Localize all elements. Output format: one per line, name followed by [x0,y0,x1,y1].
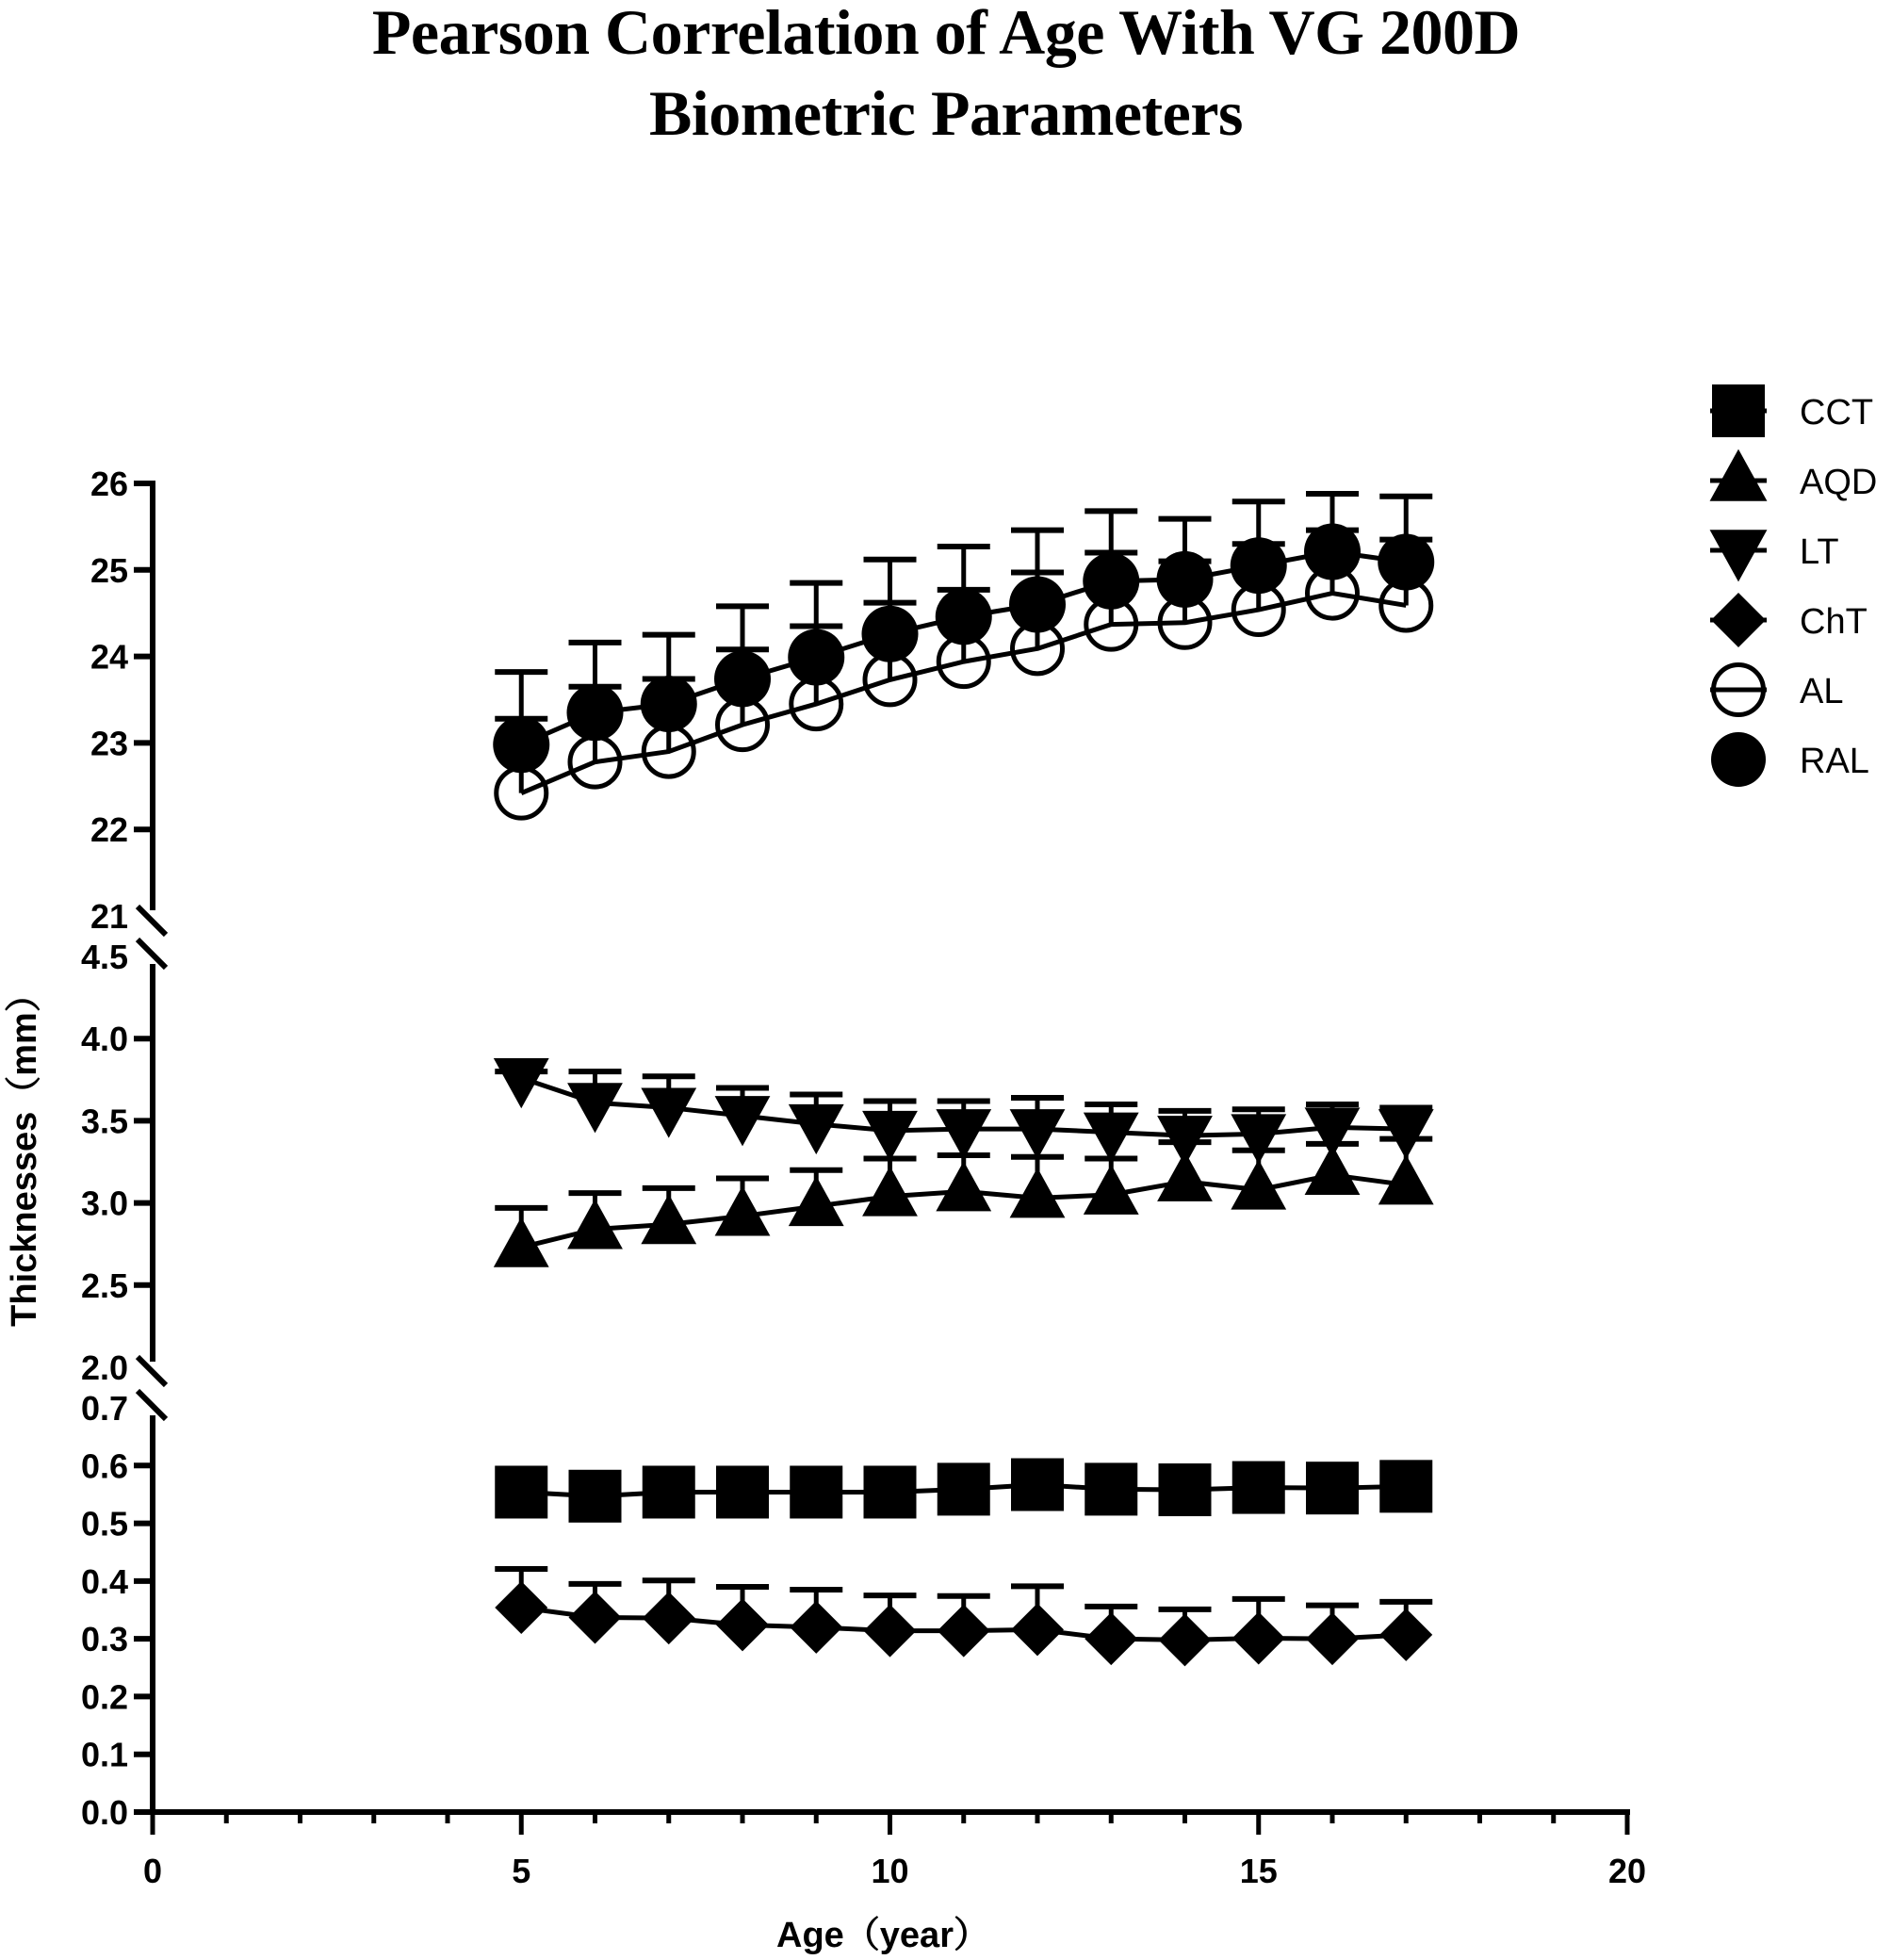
triangle-up-marker-icon [567,1199,623,1249]
y-tick-label: 4.5 [80,938,128,976]
x-tick-label: 5 [512,1852,531,1890]
y-tick-label: 0.6 [80,1446,128,1486]
square-marker-icon [790,1465,842,1518]
x-tick-label: 0 [142,1852,163,1890]
diamond-marker-icon [716,1598,769,1651]
legend [1710,384,1878,787]
y-tick-label: 23 [90,724,128,763]
x-tick-label: 20 [1607,1852,1647,1890]
y-axis-segment-middle [81,938,153,1387]
y-tick-label: 0.4 [80,1561,128,1601]
circle-filled-marker-icon [714,650,771,707]
y-axis-segment-lower [81,1389,153,1832]
y-tick-label: 4.0 [80,1020,128,1059]
triangle-up-marker-icon [715,1185,771,1235]
series-ral [493,494,1434,773]
circle-filled-marker-icon [1378,534,1434,591]
triangle-up-marker-icon [789,1176,844,1226]
circle-filled-marker-icon [1009,577,1066,633]
chart-title-line-1: Pearson Correlation of Age With VG 200D [371,0,1521,68]
x-axis-label: Age（year） [776,1916,989,1955]
triangle-down-marker-icon [1378,1109,1434,1159]
y-tick-label: 22 [90,810,128,850]
y-tick-label: 21 [90,897,128,936]
circle-filled-marker-icon [567,684,624,741]
chart-title-line-2: Biometric Parameters [649,77,1243,149]
y-tick-label: 26 [90,465,128,503]
circle-filled-marker-icon [1083,553,1139,610]
x-axis [134,1812,1646,1890]
square-marker-icon [1232,1462,1285,1514]
diamond-marker-icon [790,1601,842,1654]
circle-filled-marker-icon [862,606,919,662]
triangle-up-marker-icon [1710,449,1768,501]
triangle-up-marker-icon [1378,1154,1434,1204]
legend-label: AQD [1800,463,1878,502]
y-tick-label: 2.0 [80,1348,128,1387]
square-marker-icon [938,1462,990,1515]
triangle-down-marker-icon [641,1087,696,1137]
y-tick-label: 0.3 [80,1620,128,1659]
triangle-up-marker-icon [1010,1168,1066,1217]
diamond-marker-icon [864,1605,917,1658]
triangle-down-marker-icon [862,1111,918,1161]
y-tick-label: 0.1 [80,1735,128,1774]
square-marker-icon [1011,1459,1064,1511]
square-marker-icon [495,1465,547,1518]
triangle-down-marker-icon [1231,1114,1286,1164]
legend-label: CCT [1800,393,1874,433]
legend-item-cct [1710,384,1873,437]
diamond-marker-icon [938,1605,990,1658]
legend-label: LT [1800,532,1839,572]
diamond-marker-icon [569,1591,622,1643]
legend-item-lt [1710,530,1839,581]
triangle-up-marker-icon [641,1194,696,1244]
diamond-marker-icon [1011,1603,1064,1656]
triangle-down-marker-icon [1010,1109,1066,1159]
triangle-up-marker-icon [862,1166,918,1216]
diamond-marker-icon [1306,1612,1359,1665]
square-marker-icon [716,1465,769,1518]
axis-break-mark [138,906,166,935]
legend-item-cht [1710,593,1868,647]
y-tick-label: 2.5 [80,1266,128,1305]
y-tick-label: 0.7 [80,1389,128,1428]
legend-item-ral [1710,732,1869,787]
legend-label: AL [1800,672,1844,711]
triangle-down-marker-icon [567,1083,623,1133]
y-tick-label: 0.0 [80,1793,128,1832]
series-cct [495,1459,1432,1523]
series-cht [495,1569,1432,1666]
y-tick-label: 3.0 [80,1184,128,1223]
diamond-marker-icon [643,1592,695,1644]
circle-filled-marker-icon [1304,524,1361,580]
square-marker-icon [864,1465,917,1518]
triangle-up-marker-icon [936,1161,991,1211]
diamond-marker-icon [495,1581,547,1634]
square-marker-icon [643,1465,695,1518]
circle-filled-marker-icon [936,588,992,645]
y-tick-label: 0.2 [80,1677,128,1717]
square-marker-icon [1379,1460,1432,1512]
circle-filled-marker-icon [1231,537,1287,594]
triangle-down-marker-icon [715,1096,771,1146]
triangle-down-marker-icon [789,1104,844,1154]
x-tick-label: 15 [1239,1852,1278,1890]
x-tick-label: 10 [871,1852,909,1890]
triangle-down-marker-icon [936,1109,991,1159]
circle-filled-marker-icon [788,629,844,686]
circle-filled-marker-icon [1711,732,1766,787]
legend-label: RAL [1800,742,1869,781]
legend-label: ChT [1800,602,1868,642]
legend-item-al [1710,665,1843,715]
square-marker-icon [569,1470,622,1523]
axis-break-mark [138,939,166,968]
diamond-marker-icon [1159,1613,1212,1666]
y-tick-label: 24 [90,637,128,677]
y-tick-label: 3.5 [80,1102,128,1141]
triangle-down-marker-icon [1084,1113,1139,1163]
data-series [493,494,1434,1666]
legend-item-aqd [1710,449,1878,502]
square-marker-icon [1306,1462,1359,1514]
y-tick-label: 0.5 [80,1504,128,1544]
triangle-down-marker-icon [1305,1107,1361,1157]
y-tick-label: 25 [90,550,128,590]
series-lt [494,1058,1434,1166]
circle-filled-marker-icon [641,676,697,732]
diamond-marker-icon [1085,1612,1137,1665]
square-marker-icon [1159,1463,1212,1516]
diamond-marker-icon [1232,1612,1285,1665]
y-axis-label: Thicknesses（mm） [5,976,44,1327]
circle-filled-marker-icon [1157,551,1214,608]
y-axis-segment-upper [90,465,153,936]
square-marker-icon [1085,1462,1137,1515]
axis-break-mark [138,1391,166,1419]
triangle-down-marker-icon [1710,530,1768,581]
circle-filled-marker-icon [493,716,549,773]
diamond-marker-icon [1379,1609,1432,1661]
